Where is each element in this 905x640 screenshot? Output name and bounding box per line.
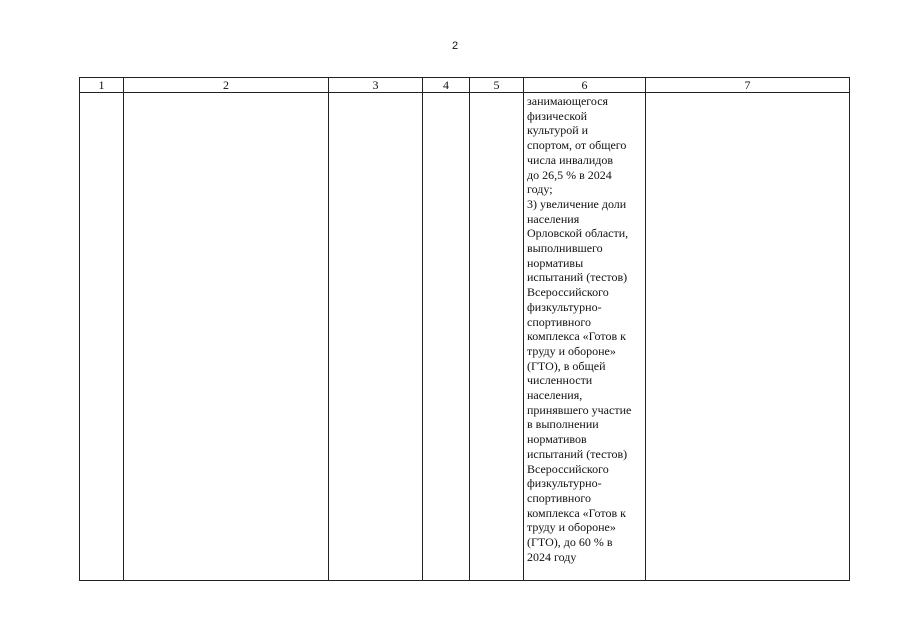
text-line: спортивного — [527, 314, 591, 329]
table-cell-col7 — [646, 93, 850, 581]
text-line: труду и обороне» — [527, 343, 616, 358]
table-cell-col3 — [329, 93, 423, 581]
column-header-1: 1 — [80, 78, 124, 93]
table-cell-col1 — [80, 93, 124, 581]
text-line: численности — [527, 373, 593, 388]
column-header-2: 2 — [124, 78, 329, 93]
column-header-7: 7 — [646, 78, 850, 93]
table-cell-col2 — [124, 93, 329, 581]
text-line: Всероссийского — [527, 461, 609, 476]
text-line: (ГТО), в общей — [527, 358, 606, 373]
text-line: до 26,5 % в 2024 — [527, 167, 612, 182]
text-line: комплекса «Готов к — [527, 505, 626, 520]
column-number-row — [80, 78, 850, 93]
text-line: комплекса «Готов к — [527, 329, 626, 344]
document-table — [79, 77, 850, 581]
text-line: нормативов — [527, 432, 587, 447]
text-line: году; — [527, 182, 553, 197]
table-row — [80, 93, 850, 581]
column-header-3: 3 — [329, 78, 423, 93]
text-line: труду и обороне» — [527, 520, 616, 535]
text-line: 2024 году — [527, 549, 577, 564]
text-line: физкультурно- — [527, 299, 602, 314]
text-line: нормативы — [527, 255, 584, 270]
text-line: населения, — [527, 388, 583, 403]
text-line: 3) увеличение доли — [527, 196, 627, 211]
text-line: Орловской области, — [527, 226, 629, 241]
text-line: в выполнении — [527, 417, 599, 432]
column-header-6: 6 — [524, 78, 646, 93]
text-line: испытаний (тестов) — [527, 270, 628, 285]
text-line: выполнившего — [527, 241, 603, 256]
text-line: физкультурно- — [527, 476, 602, 491]
text-line: спортом, от общего — [527, 138, 627, 153]
text-line: испытаний (тестов) — [527, 446, 628, 461]
table-cell-col4 — [423, 93, 470, 581]
text-line: (ГТО), до 60 % в — [527, 535, 613, 550]
text-line: числа инвалидов — [527, 152, 614, 167]
col6-text-block — [524, 93, 645, 565]
text-line: принявшего участие — [527, 402, 632, 417]
text-line: населения — [527, 211, 580, 226]
column-header-4: 4 — [423, 78, 470, 93]
column-header-5: 5 — [470, 78, 524, 93]
text-line: физической — [527, 108, 587, 123]
text-line: Всероссийского — [527, 285, 609, 300]
text-line: культурой и — [527, 123, 589, 138]
table-cell-col5 — [470, 93, 524, 581]
table-cell-col6 — [524, 93, 646, 581]
page-number: 2 — [452, 40, 459, 52]
text-line: занимающегося — [527, 94, 609, 108]
text-line: спортивного — [527, 490, 591, 505]
